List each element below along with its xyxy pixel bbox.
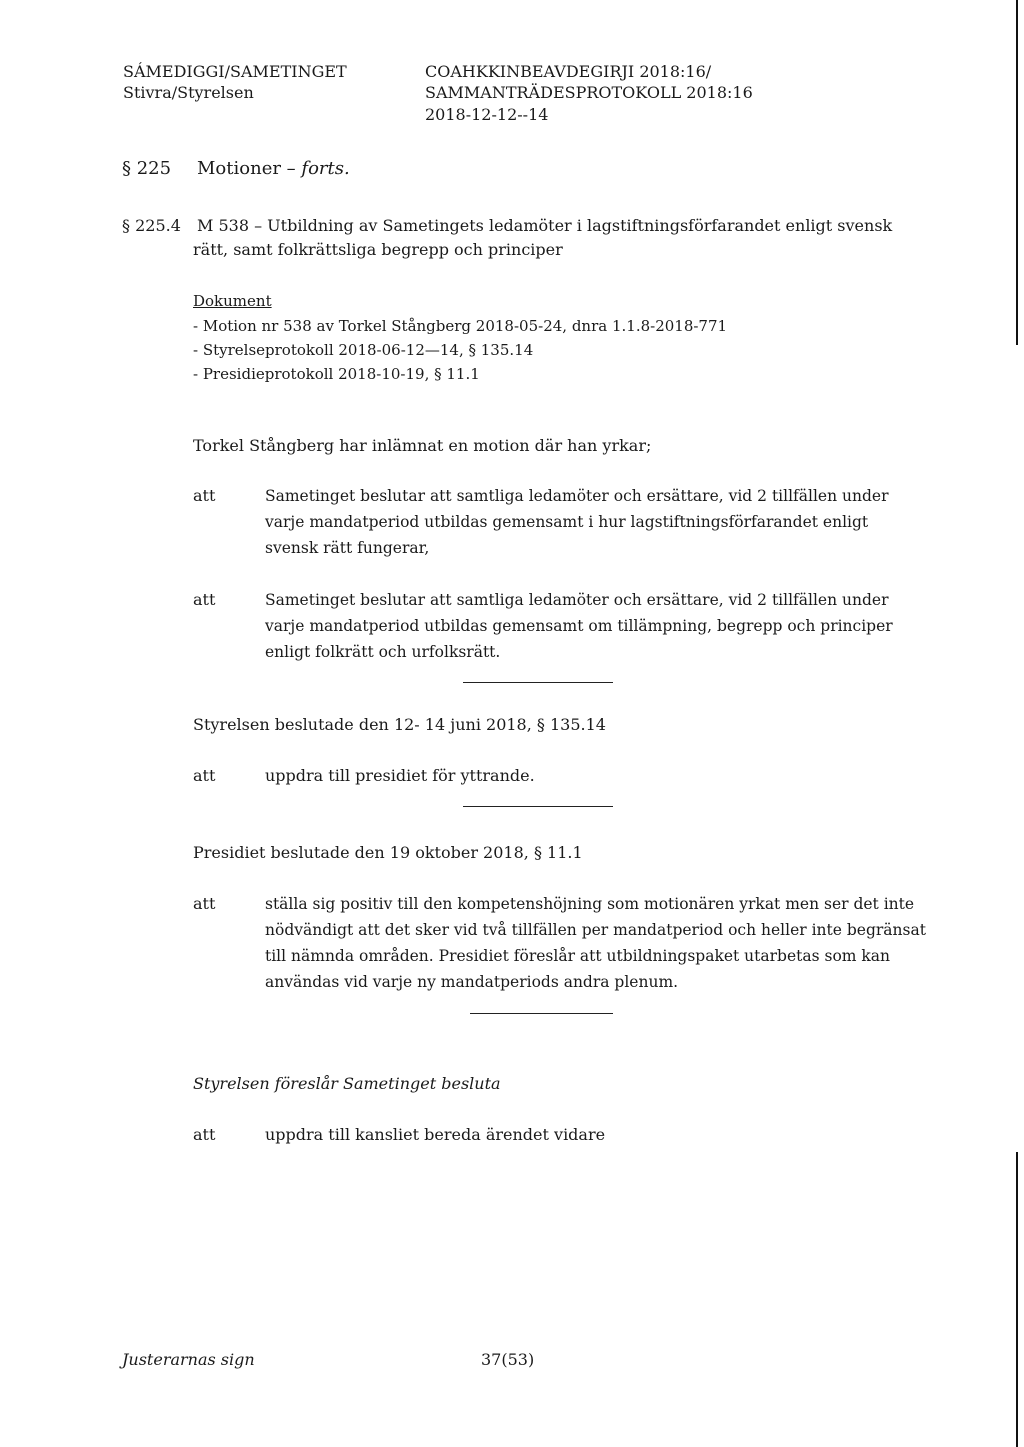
document-item: - Motion nr 538 av Torkel Stångberg 2018-05-24, dnra 1.1.8-2018-771 — [193, 317, 728, 335]
demand-line: Sametinget beslutar att samtliga ledamöter och ersättare, vid 2 tillfällen under — [265, 591, 889, 609]
footer-page-number: 37(53) — [481, 1350, 535, 1369]
demand-line: svensk rätt fungerar, — [265, 539, 430, 557]
presidium-decision-line: ställa sig positiv till den kompetenshöjning som motionären yrkat men ser det inte — [265, 895, 915, 913]
proposal-heading: Styrelsen föreslår Sametinget besluta — [193, 1074, 501, 1093]
demand-label: att — [193, 486, 216, 505]
motion-intro: Torkel Stångberg har inlämnat en motion där han yrkar; — [193, 436, 652, 455]
separator-line — [463, 806, 613, 807]
proposal-label: att — [193, 1125, 216, 1144]
section-title-text: Motioner – — [197, 158, 296, 179]
demand-line: varje mandatperiod utbildas gemensamt om tillämpning, begrepp och principer — [265, 617, 893, 635]
documents-heading: Dokument — [193, 292, 272, 310]
footer-sign-label: Justerarnas sign — [122, 1350, 255, 1369]
header-org-line1: SÁMEDIGGI/SAMETINGET — [123, 62, 347, 81]
board-decision-text: uppdra till presidiet för yttrande. — [265, 766, 535, 785]
presidium-decision-line: till nämnda områden. Presidiet föreslår att utbildningspaket utarbetas som kan — [265, 947, 891, 965]
section-title — [197, 158, 350, 179]
document-item: - Styrelseprotokoll 2018-06-12—14, § 135.14 — [193, 341, 534, 359]
subsection-title-line1: M 538 – Utbildning av Sametingets ledamöter i lagstiftningsförfarandet enligt svensk — [197, 216, 893, 235]
demand-line: Sametinget beslutar att samtliga ledamöter och ersättare, vid 2 tillfällen under — [265, 487, 889, 505]
subsection-number: § 225.4 — [122, 216, 181, 235]
section-title-italic: forts. — [301, 158, 350, 179]
proposal-text: uppdra till kansliet bereda ärendet vidare — [265, 1125, 606, 1144]
scan-edge-line-bottom — [1016, 1152, 1018, 1447]
board-decision-label: att — [193, 766, 216, 785]
demand-label: att — [193, 590, 216, 609]
demand-line: enligt folkrätt och urfolksrätt. — [265, 643, 501, 661]
presidium-decision-line: användas vid varje ny mandatperiods andra plenum. — [265, 973, 679, 991]
scan-edge-line-top — [1016, 0, 1018, 345]
presidium-decision-label: att — [193, 894, 216, 913]
separator-line — [463, 682, 613, 683]
header-doc-line2: SAMMANTRÄDESPROTOKOLL 2018:16 — [425, 83, 753, 102]
section-number: § 225 — [122, 158, 172, 179]
header-doc-line3: 2018-12-12--14 — [425, 105, 549, 124]
separator-line — [470, 1013, 613, 1014]
presidium-decision-line: nödvändigt att det sker vid två tillfällen per mandatperiod och heller inte begränsat — [265, 921, 926, 939]
subsection-title-line2: rätt, samt folkrättsliga begrepp och principer — [193, 240, 563, 259]
header-doc-line1: COAHKKINBEAVDEGIRJI 2018:16/ — [425, 62, 712, 81]
document-item: - Presidieprotokoll 2018-10-19, § 11.1 — [193, 365, 480, 383]
demand-line: varje mandatperiod utbildas gemensamt i hur lagstiftningsförfarandet enligt — [265, 513, 869, 531]
presidium-decision-heading: Presidiet beslutade den 19 oktober 2018, § 11.1 — [193, 843, 583, 862]
header-org-line2: Stivra/Styrelsen — [123, 83, 254, 102]
board-decision-heading: Styrelsen beslutade den 12- 14 juni 2018, § 135.14 — [193, 715, 606, 734]
